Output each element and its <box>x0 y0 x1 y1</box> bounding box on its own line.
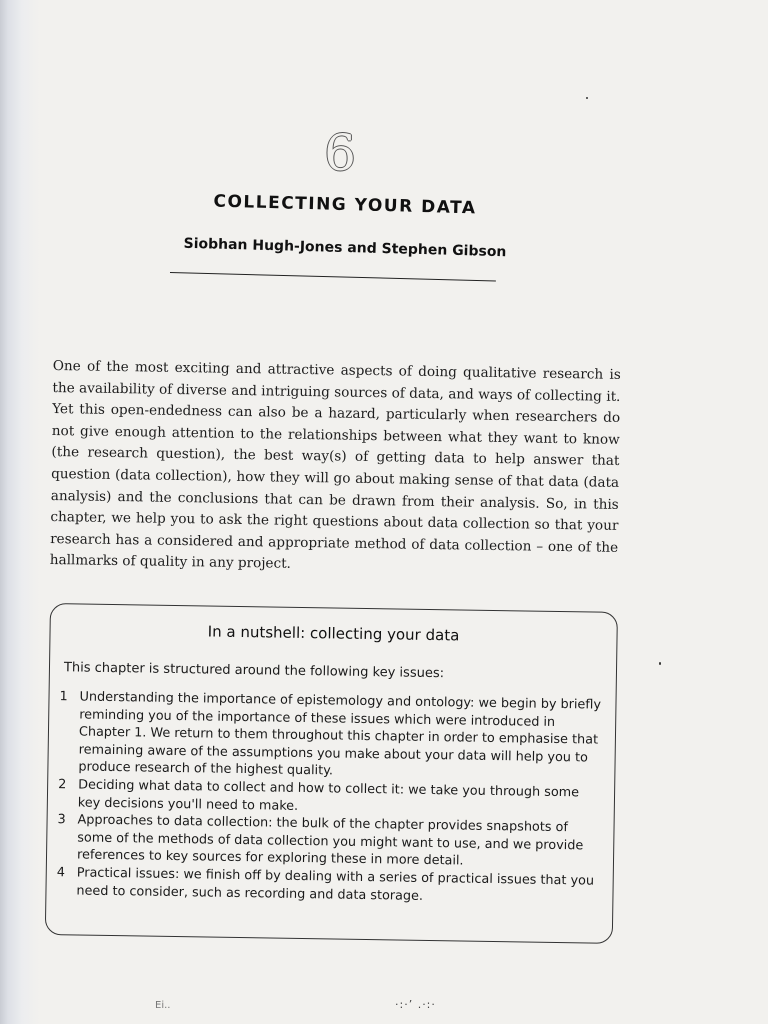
scan-speck <box>586 97 588 99</box>
footer-mark-right: ·:·’ .·:· <box>395 998 436 1011</box>
key-issue-text: Deciding what data to collect and how to collect it: we take you through some key decisions you'll need to make. <box>77 777 580 814</box>
key-issue-item <box>57 811 604 872</box>
nutshell-box <box>45 603 618 944</box>
key-issue-text: Approaches to data collection: the bulk of the chapter provides snapshots of some of the methods of data collection you might want to use, and we provide references to key sources for exploring these in more detail. <box>76 812 584 869</box>
scan-speck <box>659 662 661 665</box>
key-issue-number: 3 <box>57 812 66 828</box>
intro-paragraph: One of the most exciting and attractive aspects of doing qualitative research is the availability of diverse and intriguing sources of data, and ways of collecting it. Yet this open-endedness can also be a hazard, particularly when researchers do not give enough attention to the relationships between what they want to know (the research question), the best way(s) of getting data to help answer that question (data collection), how they will go about making sense of that data (data analysis) and the conclusions that can be drawn from their analysis. So, in this chapter, we help you to ask the right questions about data collection so that your research has a considered and appropriate method of data collection – one of the hallmarks of quality in any project. <box>49 357 621 573</box>
key-issue-text: Practical issues: we finish off by dealing with a series of practical issues that you need to consider, such as recording and data storage. <box>76 865 595 904</box>
chapter-title: COLLECTING YOUR DATA <box>213 191 477 219</box>
key-issue-item <box>58 688 605 785</box>
key-issues-list <box>56 688 605 908</box>
page-binding-edge <box>0 0 40 1024</box>
title-rule <box>170 272 496 282</box>
key-issue-item <box>56 864 602 908</box>
key-issue-number: 4 <box>56 865 66 881</box>
chapter-number: 6 <box>324 124 356 182</box>
footer-mark-left: Ei.. <box>155 1000 171 1011</box>
nutshell-intro: This chapter is structured around the following key issues: <box>63 660 445 682</box>
chapter-authors: Siobhan Hugh-Jones and Stephen Gibson <box>183 235 507 261</box>
key-issue-number: 1 <box>59 689 68 705</box>
key-issue-number: 2 <box>58 777 67 793</box>
nutshell-heading: In a nutshell: collecting your data <box>207 622 460 645</box>
key-issue-text: Understanding the importance of epistemology and ontology: we begin by briefly reminding you of the importance of these issues which were introduced in Chapter 1. We return to them throughout this chapter in order to emphasise that remaining aware of the assumptions you make about your data will help you to produce research of the highest quality. <box>78 689 602 779</box>
